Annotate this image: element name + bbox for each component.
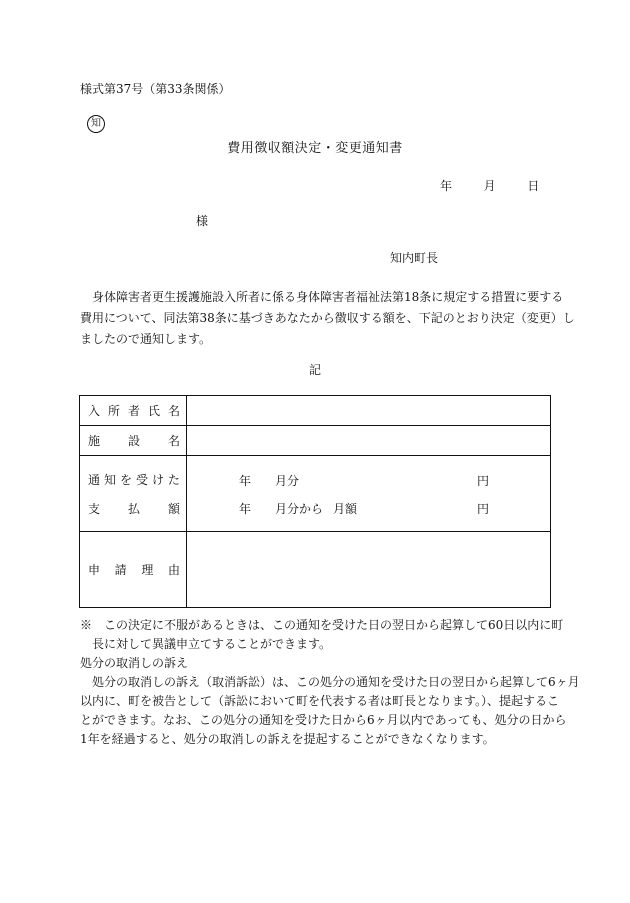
issuer: 知内町長: [390, 251, 439, 265]
note-line: ※ この決定に不服があるときは、この通知を受けた日の翌日から起算して60日以内に町: [80, 618, 564, 632]
date-field: [440, 177, 539, 194]
row2-yen: 円: [477, 501, 490, 516]
row1-yen: 円: [477, 473, 490, 488]
body-line: 費用について、同法第38条に基づきあなたから徴収する額を、下記のとおり決定（変更）し: [80, 311, 575, 325]
ki-marker: 記: [308, 363, 321, 377]
date-year: 年: [440, 179, 453, 193]
body-text: [80, 287, 575, 350]
reason-field[interactable]: [187, 532, 551, 608]
notes-section: [80, 616, 580, 749]
note-line: 以内に、町を被告として（訴訟において町を代表する者は町長となります。）、提起するこ: [80, 694, 560, 708]
row2-month-from: 月分から: [275, 501, 324, 516]
note-line: 長に対して異議申立てすることができます。: [92, 637, 332, 651]
payment-amount-field[interactable]: [187, 456, 551, 532]
table-row: [80, 426, 551, 456]
form-number: 様式第37号（第33条関係）: [80, 82, 231, 96]
facility-label: 施 設 名: [80, 426, 187, 456]
note-line: 処分の取消しの訴え（取消訴訟）は、この処分の通知を受けた日の翌日から起算して6ヶ月: [92, 675, 580, 689]
row1-year: 年: [239, 473, 252, 488]
body-line: 身体障害者更生援護施設入所者に係る身体障害者福祉法第18条に規定する措置に要する: [92, 290, 564, 304]
date-month: 月: [483, 179, 496, 193]
table-row: [80, 456, 551, 532]
document-title: 費用徴収額決定・変更通知書: [227, 141, 403, 156]
note-line: とができます。なお、この処分の通知を受けた日から6ヶ月以内であっても、処分の日から: [80, 713, 567, 727]
info-table: [79, 395, 551, 608]
row2-year: 年: [239, 501, 252, 516]
row1-month: 月分: [275, 473, 300, 488]
row2-monthly: 月額: [333, 501, 358, 516]
reason-label: 申 請 理 由: [80, 532, 187, 608]
note-heading: 処分の取消しの訴え: [80, 656, 189, 670]
resident-name-label: 入 所 者 氏 名: [80, 396, 187, 426]
seal-stamp: 知: [87, 115, 105, 133]
facility-field[interactable]: [187, 426, 551, 456]
date-day: 日: [527, 179, 540, 193]
resident-name-field[interactable]: [187, 396, 551, 426]
table-row: [80, 532, 551, 608]
addressee-suffix: 様: [196, 214, 209, 228]
table-row: [80, 396, 551, 426]
note-line: 1年を経過すると、処分の取消しの訴えを提起することができなくなります。: [80, 732, 495, 746]
payment-amount-label: 通 知 を 受 け た 支 払 額: [80, 456, 187, 532]
body-line: ましたので通知します。: [80, 332, 212, 346]
